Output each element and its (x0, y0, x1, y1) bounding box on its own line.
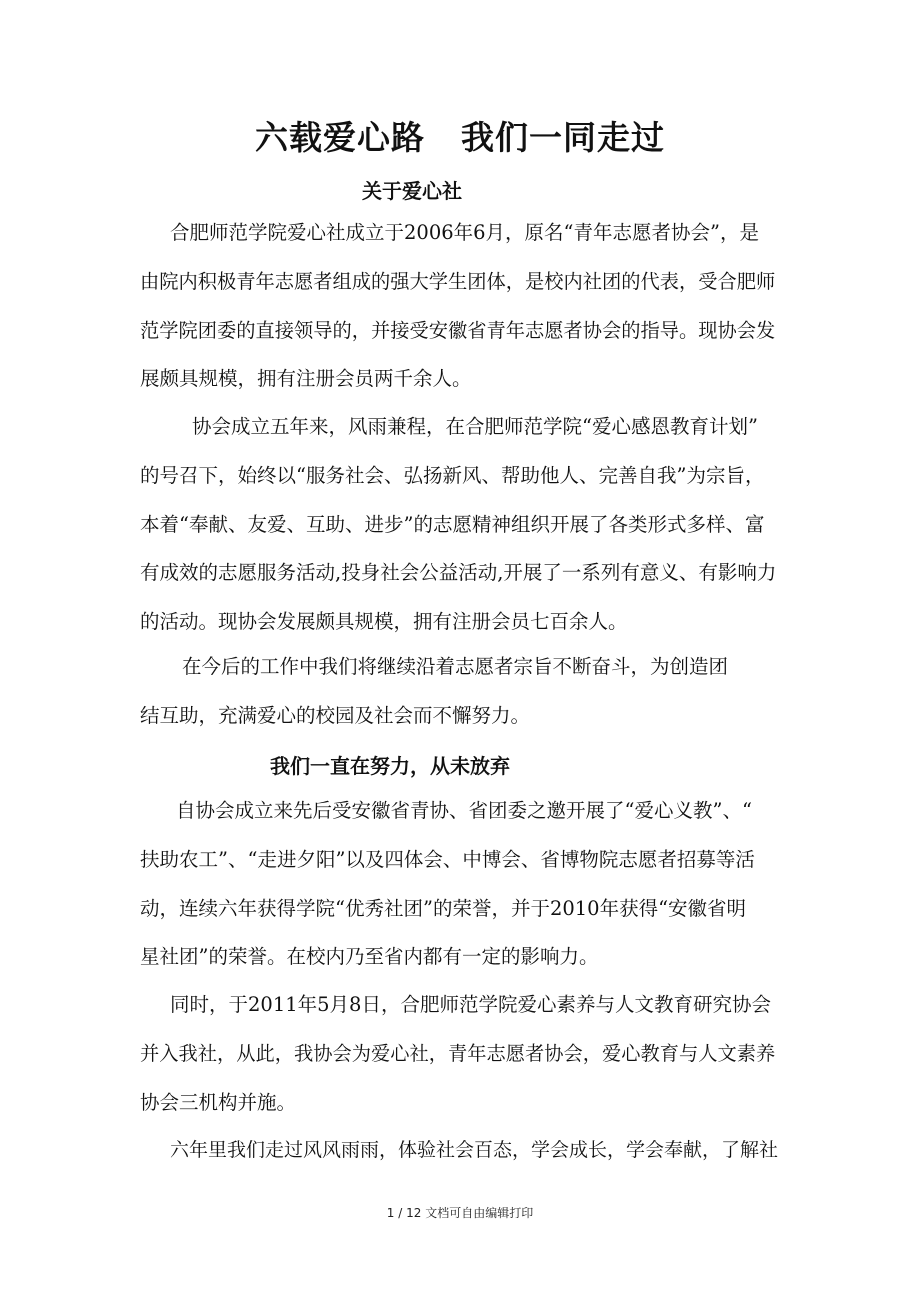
text-line: 并入我社，从此，我协会为爱心社，青年志愿者协会，爱心教育与人文素养 (140, 1041, 776, 1065)
text-line: 六年里我们走过风风雨雨，体验社会百态，学会成长，学会奉献，了解社 (170, 1139, 779, 1161)
text-line: 有成效的志愿服务活动,投身社会公益活动,开展了一系列有意义、有影响力 (140, 561, 777, 585)
paragraph-history (140, 403, 782, 647)
text-line: 协会三机构并施。 (140, 1090, 297, 1114)
text-line: 范学院团委的直接领导的，并接受安徽省青年志愿者协会的指导。现协会发 (140, 318, 776, 342)
paragraph-six-years (140, 1126, 782, 1175)
text-line: 的号召下，始终以“服务社会、弘扬新风、帮助他人、完善自我”为宗旨， (140, 463, 765, 487)
section-heading-about: 关于爱心社 (362, 179, 462, 203)
section-heading-effort: 我们一直在努力，从未放弃 (270, 754, 510, 778)
text-line: 星社团”的荣誉。在校内乃至省内都有一定的影响力。 (140, 945, 599, 969)
text-line: 的活动。现协会发展颇具规模，拥有注册会员七百余人。 (140, 610, 628, 634)
text-line: 协会成立五年来，风雨兼程，在合肥师范学院“爱心感恩教育计划” (192, 415, 758, 438)
paragraph-future (140, 643, 782, 741)
text-line: 动，连续六年获得学院“优秀社团”的荣誉，并于2010年获得“安徽省明 (140, 896, 747, 920)
text-line: 在今后的工作中我们将继续沿着志愿者宗旨不断奋斗，为创造团 (182, 655, 729, 678)
text-line: 展颇具规模，拥有注册会员两千余人。 (140, 367, 472, 391)
text-line: 本着“奉献、友爱、互助、进步”的志愿精神组织开展了各类形式多样、富 (140, 512, 765, 536)
text-line: 由院内积极青年志愿者组成的强大学生团体，是校内社团的代表，受合肥师 (140, 269, 776, 293)
text-line: 自协会成立来先后受安徽省青协、省团委之邀开展了“爱心义教”、“ (176, 799, 752, 822)
title-part-1: 六载爱心路 (255, 118, 425, 157)
text-line: 同时，于2011年5月8日，合肥师范学院爱心素养与人文教育研究协会 (170, 993, 771, 1016)
text-line: 扶助农工”、“走进夕阳”以及四体会、中博会、省博物院志愿者招募等活 (140, 847, 755, 871)
title-part-2: 我们一同走过 (461, 118, 665, 157)
page-footer: 1 / 12 文档可自由编辑打印 (386, 1206, 534, 1220)
text-line: 合肥师范学院爱心社成立于2006年6月，原名“青年志愿者协会”，是 (170, 221, 759, 244)
paragraph-activities (140, 787, 782, 982)
paragraph-intro (140, 209, 782, 404)
text-line: 结互助，充满爱心的校园及社会而不懈努力。 (140, 703, 531, 727)
paragraph-merger (140, 981, 782, 1127)
document-title (0, 112, 920, 159)
